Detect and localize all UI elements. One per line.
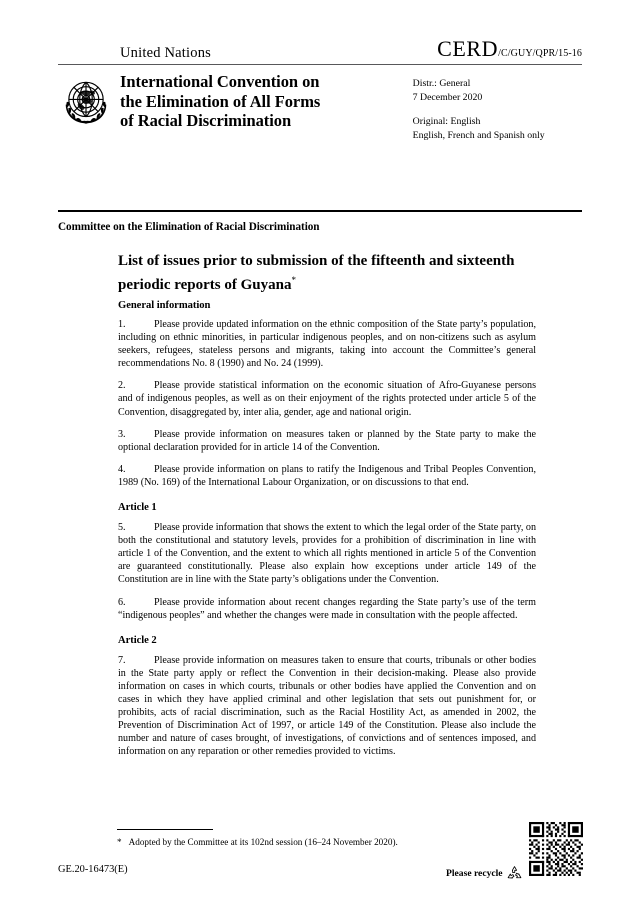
un-emblem-icon xyxy=(60,75,112,127)
page-title xyxy=(118,252,538,295)
paragraph-2 xyxy=(118,379,536,418)
paragraph-6 xyxy=(118,596,536,622)
paragraph-3 xyxy=(118,428,536,454)
convention-title-line-2: the Elimination of All Forms xyxy=(120,91,321,111)
job-number: GE.20-16473(E) xyxy=(58,864,128,875)
distribution-block xyxy=(413,72,582,142)
paragraph-7-text: Please provide information on measures taken to ensure that courts, tribunals or other bodies in the State party apply or reflect the Convention in their decision-making. Please also provide information on cases in which courts, tribunals or other bodies have applied the Convention and on cases in which they have applied criminal and other legislation that sets out punishment for, or prohibits, acts of racial discrimination, such as the Racial Hostility Act, as amended in 2002, the Prevention of Discrimination Act of 1997, or article 149 of the Constitution. Please also include the number and nature of cases brought, of investigations, of convictions and of sentences imposed, and information on any reparation or other remedies provided to victims. xyxy=(118,654,536,758)
paragraph-6-text: Please provide information about recent changes regarding the State party’s use of the term “indigenous peoples” and whether the changes were made in consultation with the people affected. xyxy=(118,596,536,621)
paragraph-3-number: 3. xyxy=(118,428,126,440)
section-heading-article-1: Article 1 xyxy=(118,502,157,514)
convention-title-block xyxy=(58,72,413,142)
original-language: Original: English xyxy=(412,116,481,127)
footnote-separator xyxy=(117,829,213,830)
document-symbol-rest: /C/GUY/QPR/15-16 xyxy=(498,48,582,59)
qr-code xyxy=(529,822,583,876)
paragraph-1 xyxy=(118,318,536,370)
section-divider xyxy=(58,210,582,212)
paragraph-2-text: Please provide statistical information on the economic situation of Afro-Guyanese persons and of indigenous peoples, as well as on their enjoyment of the rights protected under article 5 of the Convention, disaggregated by, inter alia, gender, age and national origin. xyxy=(118,380,536,418)
paragraph-1-number: 1. xyxy=(118,319,126,330)
paragraph-5-text: Please provide information that shows the extent to which the legal order of the State party, on both the constitutional and statutory levels, provides for a prohibition of discrimination in line with article 1 of the Convention, and the extent to which all rights mentioned in article 5 of the Convention are guaranteed constitutionally. Please also explain how exceptions under article 149 of the Constitution are in line with the State party’s obligations under the Convention. xyxy=(118,522,536,586)
page-title-text: List of issues prior to submission of the fifteenth and sixteenth periodic reports of Guyana xyxy=(118,253,515,293)
organization-name: United Nations xyxy=(120,45,211,61)
paragraph-2-number: 2. xyxy=(118,380,126,392)
convention-title xyxy=(120,72,320,131)
masthead-top-row xyxy=(58,36,582,64)
paragraph-7-number: 7. xyxy=(118,654,126,666)
distribution-spacer xyxy=(413,104,582,115)
distribution-date: 7 December 2020 xyxy=(412,91,483,103)
paragraph-4 xyxy=(118,463,536,489)
paragraph-5 xyxy=(118,521,536,586)
paragraph-4-number: 4. xyxy=(118,463,126,475)
masthead xyxy=(58,36,582,142)
section-heading-article-2: Article 2 xyxy=(118,634,157,646)
paragraph-6-number: 6. xyxy=(118,596,126,608)
masthead-rule xyxy=(58,64,582,65)
footnote-marker: * xyxy=(117,837,122,847)
paragraph-1-text: Please provide updated information on the ethnic composition of the State party’s population, including on ethnic minorities, in particular indigenous peoples, and on non-citizens such as asylum seekers, refugees, stateless persons and migrants, taking into account the Committee’s general recommendations No. 8 (1990) and No. 24 (1999). xyxy=(118,319,536,370)
footnote-text: Adopted by the Committee at its 102nd session (16–24 November 2020). xyxy=(128,837,398,847)
paragraph-3-text: Please provide information on measures taken or planned by the State party to make the optional declaration provided for in article 14 of the Convention. xyxy=(118,428,536,453)
convention-title-line-3: of Racial Discrimination xyxy=(120,111,292,130)
document-symbol xyxy=(437,36,582,62)
document-symbol-main: CERD xyxy=(437,36,499,61)
paragraph-5-number: 5. xyxy=(118,522,126,534)
recycle-label: Please recycle xyxy=(446,868,503,879)
convention-title-line-1: International Convention on xyxy=(120,72,320,91)
recycle-icon xyxy=(506,865,523,882)
paragraph-7 xyxy=(118,654,536,759)
document-body xyxy=(118,300,536,767)
paragraph-4-text: Please provide information on plans to ratify the Indigenous and Tribal Peoples Convention, 1989 (No. 169) of the International Labour Organization, or on discussions to that end. xyxy=(118,463,536,488)
available-languages: English, French and Spanish only xyxy=(412,129,545,141)
distribution-label: Distr.: General xyxy=(412,78,471,89)
masthead-body-row xyxy=(58,72,582,142)
title-footnote-marker: * xyxy=(291,275,296,285)
committee-name: Committee on the Elimination of Racial Discrimination xyxy=(58,221,320,233)
footnote xyxy=(117,836,398,848)
section-heading-general-information: General information xyxy=(118,300,211,311)
recycle-notice xyxy=(446,865,523,882)
